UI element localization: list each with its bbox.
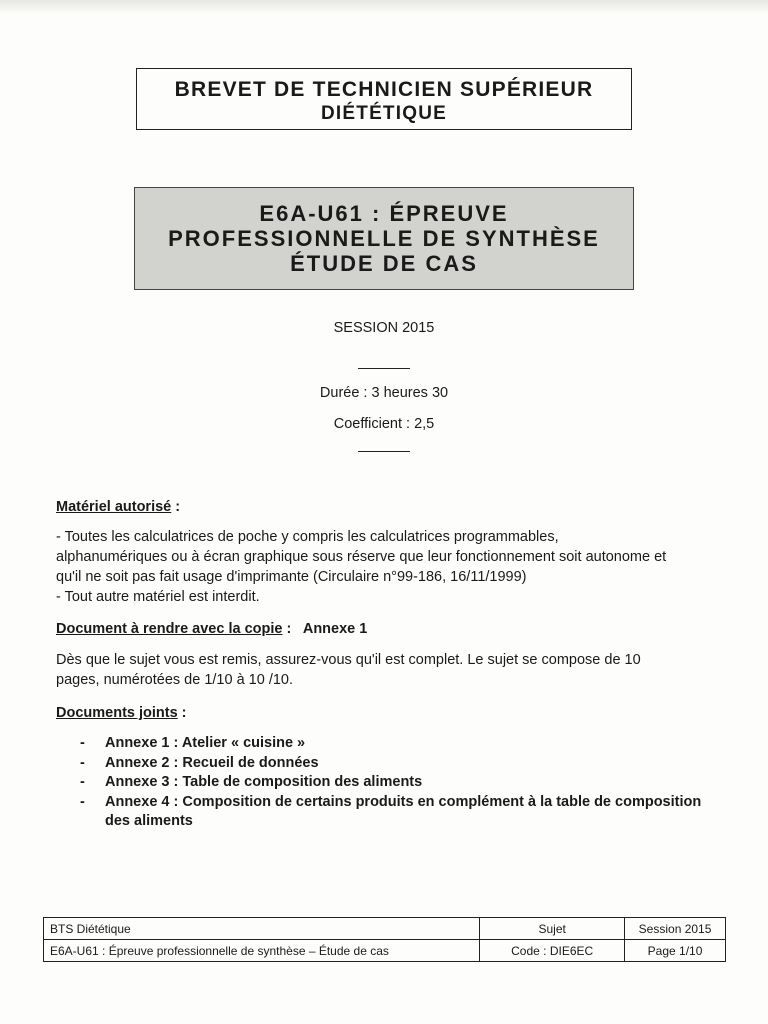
footer-diploma: BTS Diététique — [44, 918, 480, 940]
footer-subject-label: Sujet — [480, 918, 625, 940]
diploma-title: BREVET DE TECHNICIEN SUPÉRIEUR — [174, 78, 594, 101]
exam-type: ÉTUDE DE CAS — [290, 251, 478, 276]
title-box — [136, 68, 632, 130]
footer-page-number: Page 1/10 — [625, 940, 726, 962]
authorized-material-heading: Matériel autorisé : — [56, 499, 181, 515]
list-item: - Annexe 3 : Table de composition des aliments — [80, 773, 720, 793]
exam-name: PROFESSIONNELLE DE SYNTHÈSE — [168, 226, 600, 251]
document-to-return-heading: Document à rendre avec la copie : Annexe 1 — [56, 621, 368, 637]
annex-1-label: Annexe 1 : Atelier « cuisine » — [105, 735, 306, 751]
diploma-specialty: DIÉTÉTIQUE — [320, 103, 447, 124]
list-item: - Annexe 4 : Composition de certains produits en complément à la table de composition des aliments — [80, 793, 720, 832]
exam-title-box — [134, 187, 634, 290]
annex-list — [80, 734, 720, 832]
attached-documents-section — [56, 703, 721, 723]
material-line: alphanumériques ou à écran graphique sous réserve que leur fonctionnement soit autonome et — [56, 549, 667, 565]
annex-2-label: Annexe 2 : Recueil de données — [105, 754, 319, 771]
exam-code: E6A-U61 : ÉPREUVE — [259, 201, 509, 226]
document-to-return-section — [56, 619, 721, 639]
footer-exam-title: E6A-U61 : Épreuve professionnelle de synthèse – Étude de cas — [44, 940, 480, 962]
scan-edge — [0, 0, 768, 14]
separator-line — [358, 368, 410, 369]
subject-info-section — [56, 650, 721, 690]
footer-code: Code : DIE6EC — [480, 940, 625, 962]
material-line: qu'il ne soit pas fait usage d'imprimante (Circulaire n°99-186, 16/11/1999) — [56, 569, 527, 585]
table-row — [44, 918, 726, 940]
authorized-material-section — [56, 497, 721, 607]
material-line: - Tout autre matériel est interdit. — [56, 589, 260, 605]
attached-documents-heading: Documents joints : — [56, 705, 187, 721]
annex-4-label: Annexe 4 : Composition de certains produits en complément à la table de composition des aliments — [105, 793, 702, 829]
footer-table — [43, 917, 726, 962]
separator-line — [358, 451, 410, 452]
coefficient: Coefficient : 2,5 — [333, 416, 435, 432]
table-row — [44, 940, 726, 962]
list-item: - Annexe 2 : Recueil de données — [80, 754, 720, 774]
subject-info-line: Dès que le sujet vous est remis, assurez-vous qu'il est complet. Le sujet se compose de 10 — [56, 652, 641, 668]
footer-session: Session 2015 — [625, 918, 726, 940]
session-label: SESSION 2015 — [333, 320, 435, 336]
subject-info-line: pages, numérotées de 1/10 à 10 /10. — [56, 672, 294, 688]
list-item: - Annexe 1 : Atelier « cuisine » — [80, 734, 720, 754]
annex-3-label: Annexe 3 : Table de composition des aliments — [105, 774, 423, 790]
material-line: - Toutes les calculatrices de poche y compris les calculatrices programmables, — [56, 529, 559, 545]
duration: Durée : 3 heures 30 — [319, 385, 449, 401]
